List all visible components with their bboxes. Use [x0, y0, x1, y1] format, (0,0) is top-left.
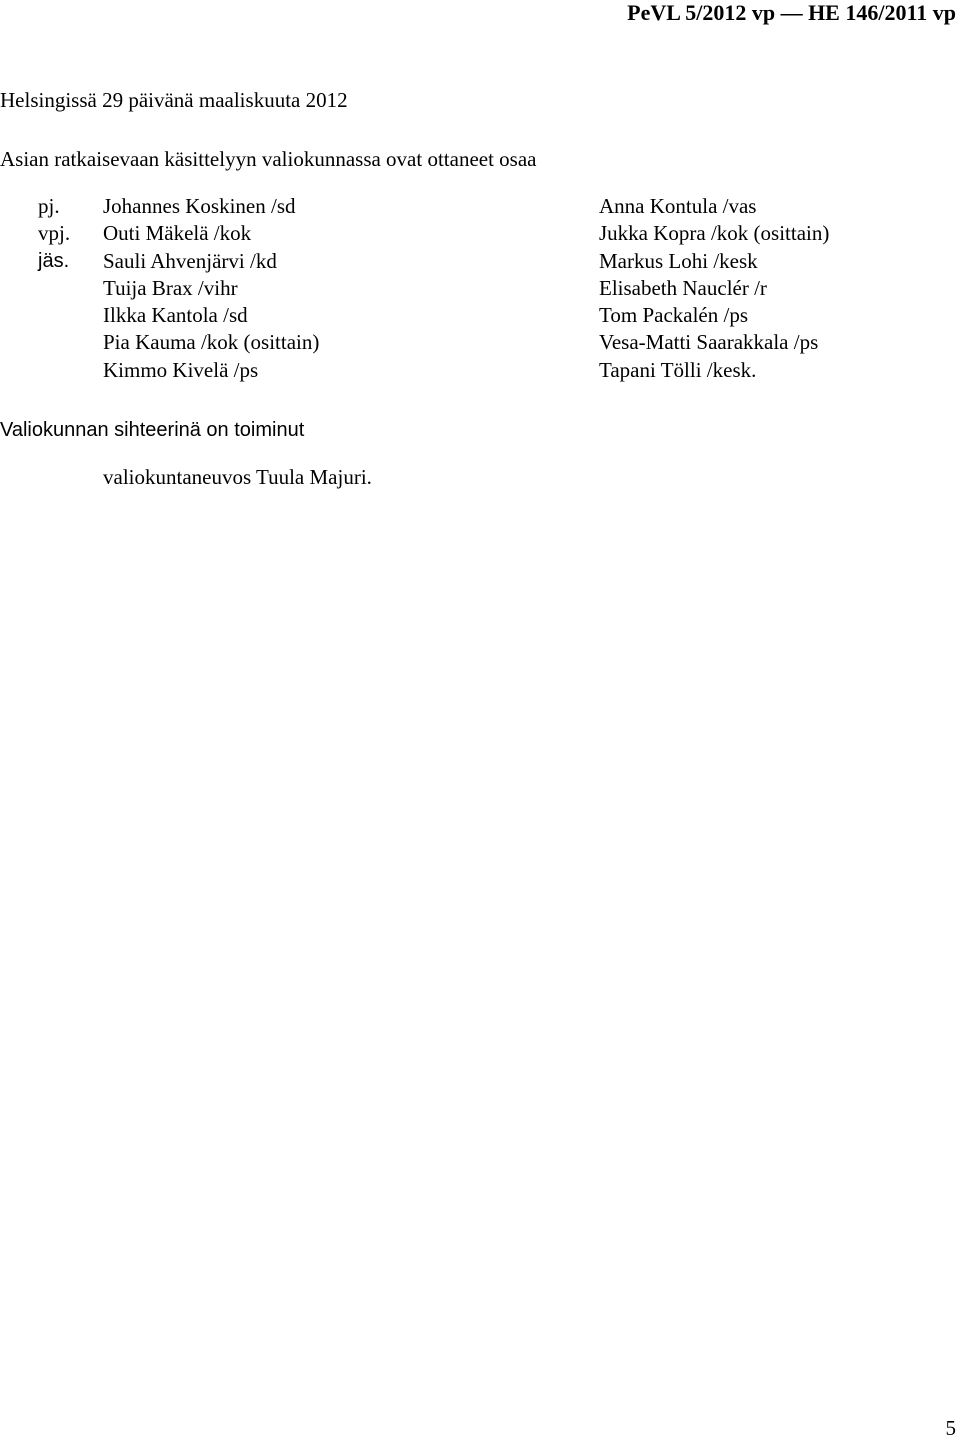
member-left: Kimmo Kivelä /ps — [103, 357, 259, 382]
member-role: pj. — [38, 194, 60, 218]
member-row — [0, 248, 960, 275]
member-right: Vesa-Matti Saarakkala /ps — [599, 330, 819, 355]
running-header: PeVL 5/2012 vp — HE 146/2011 vp — [627, 0, 956, 25]
member-row — [0, 329, 960, 356]
member-row — [0, 275, 960, 302]
member-left: Ilkka Kantola /sd — [103, 303, 248, 328]
page-number: 5 — [945, 1416, 956, 1440]
secretary-name: valiokuntaneuvos Tuula Majuri. — [103, 465, 372, 489]
member-right: Tapani Tölli /kesk. — [599, 357, 757, 382]
member-row — [0, 302, 960, 329]
participants-heading: Asian ratkaisevaan käsittelyyn valiokunnassa ovat ottaneet osaa — [0, 147, 537, 171]
member-left: Outi Mäkelä /kok — [103, 221, 252, 246]
member-right: Tom Packalén /ps — [599, 303, 748, 328]
member-left: Pia Kauma /kok (osittain) — [103, 330, 320, 355]
member-left: Tuija Brax /vihr — [103, 275, 238, 300]
member-left: Sauli Ahvenjärvi /kd — [103, 248, 277, 273]
date-line: Helsingissä 29 päivänä maaliskuuta 2012 — [0, 88, 348, 112]
member-row — [0, 193, 960, 220]
member-row — [0, 220, 960, 247]
member-row — [0, 357, 960, 384]
member-left: Johannes Koskinen /sd — [103, 194, 296, 218]
member-right: Markus Lohi /kesk — [599, 248, 758, 273]
member-role: jäs. — [38, 249, 70, 272]
members-list — [0, 193, 960, 384]
member-right: Anna Kontula /vas — [599, 194, 757, 218]
member-role: vpj. — [38, 221, 71, 246]
member-right: Jukka Kopra /kok (osittain) — [599, 221, 830, 246]
member-right: Elisabeth Nauclér /r — [599, 275, 767, 300]
secretary-heading: Valiokunnan sihteerinä on toiminut — [0, 419, 305, 441]
